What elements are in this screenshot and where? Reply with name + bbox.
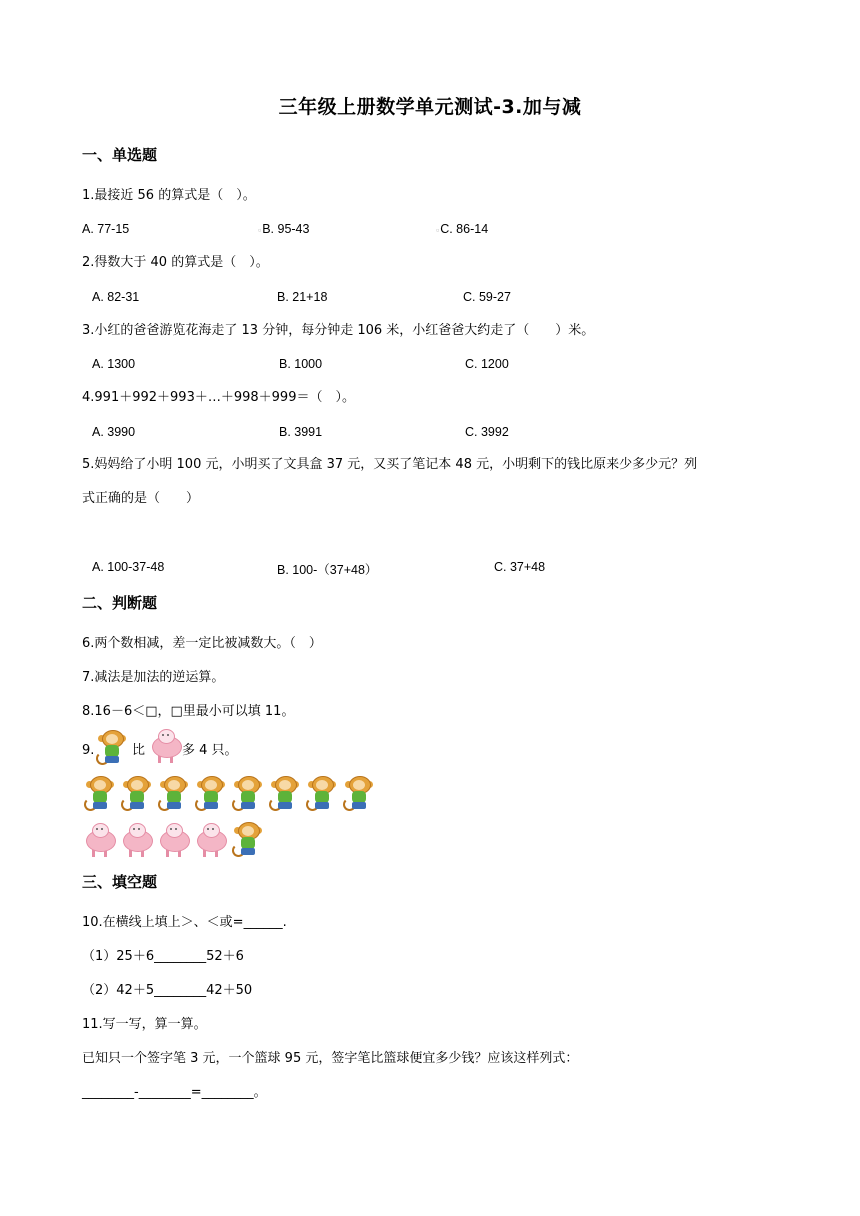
question-6-text: 6.两个数相减，差一定比被减数大。（ ）: [82, 636, 322, 651]
question-9-compare-word: 比: [132, 743, 146, 758]
question-10-part-2[interactable]: （2）42＋5________42＋50: [82, 983, 253, 998]
section-heading-single-choice: 一、单选题: [82, 146, 158, 164]
question-2-option-b[interactable]: B. 21+18: [277, 290, 328, 304]
section-heading-fill-blank: 三、填空题: [82, 873, 158, 891]
question-1-option-a[interactable]: A. 77-15: [82, 222, 130, 236]
sheep-icon: [195, 822, 227, 858]
monkey-icon: [195, 774, 227, 810]
question-5-text-line2: 式正确的是（ ）: [82, 491, 200, 506]
question-10-text: 10.在横线上填上＞、＜或=______.: [82, 915, 287, 930]
question-5-option-c[interactable]: C. 37+48: [494, 560, 546, 574]
page-title: 三年级上册数学单元测试-3.加与减: [278, 96, 582, 118]
question-3-option-c[interactable]: C. 1200: [465, 357, 509, 371]
question-8-text: 8.16－6＜□，□里最小可以填 11。: [82, 704, 295, 719]
monkey-icon: [84, 774, 116, 810]
marker-dot-icon: ▫: [258, 225, 262, 235]
monkey-icon: [96, 728, 128, 764]
question-4-text: 4.991＋992＋993＋…＋998＋999＝（ ）。: [82, 390, 355, 405]
question-10-part-1[interactable]: （1）25＋6________52＋6: [82, 949, 244, 964]
question-1-option-b[interactable]: [258, 222, 309, 236]
monkey-icon: [232, 774, 264, 810]
marker-dot-icon: ▫: [436, 225, 440, 235]
monkey-icon: [232, 820, 264, 856]
monkey-icon: [121, 774, 153, 810]
monkey-icon: [158, 774, 190, 810]
question-4-option-b[interactable]: B. 3991: [279, 425, 323, 439]
sheep-icon: [158, 822, 190, 858]
question-1-option-c[interactable]: [436, 222, 488, 236]
monkey-icon: [269, 774, 301, 810]
question-2-option-a[interactable]: A. 82-31: [92, 290, 140, 304]
question-1-option-b-label: B. 95-43: [262, 222, 310, 236]
question-2-text: 2.得数大于 40 的算式是（ ）。: [82, 255, 269, 270]
sheep-icon: [84, 822, 116, 858]
monkey-icon: [306, 774, 338, 810]
question-9-number: 9.: [82, 743, 95, 758]
question-7-text: 7.减法是加法的逆运算。: [82, 670, 225, 685]
monkey-icon: [343, 774, 375, 810]
question-2-option-c[interactable]: C. 59-27: [463, 290, 511, 304]
question-4-option-a[interactable]: A. 3990: [92, 425, 136, 439]
question-5-text-line1: 5.妈妈给了小明 100 元，小明买了文具盒 37 元，又买了笔记本 48 元，小明剩下的钱比原来少多少元？列: [82, 457, 698, 472]
sheep-icon: [121, 822, 153, 858]
question-11-formula-blanks[interactable]: ________-________=________。: [82, 1085, 267, 1100]
sheep-icon: [150, 728, 182, 764]
question-3-option-a[interactable]: A. 1300: [92, 357, 136, 371]
question-1-text: 1.最接近 56 的算式是（ ）。: [82, 188, 256, 203]
question-5-option-a[interactable]: A. 100-37-48: [92, 560, 165, 574]
question-3-text: 3.小红的爸爸游览花海走了 13 分钟，每分钟走 106 米，小红爸爸大约走了（ ）米。: [82, 323, 595, 338]
question-5-option-b[interactable]: B. 100-（37+48）: [277, 563, 378, 577]
question-1-option-c-label: C. 86-14: [440, 222, 489, 236]
question-9-more-text: 多 4 只。: [182, 743, 238, 758]
question-4-option-c[interactable]: C. 3992: [465, 425, 509, 439]
question-3-option-b[interactable]: B. 1000: [279, 357, 323, 371]
question-11-text: 11.写一写，算一算。: [82, 1017, 207, 1032]
question-11-body: 已知只一个签字笔 3 元，一个篮球 95 元，签字笔比篮球便宜多少钱？应该这样列式：: [82, 1051, 579, 1066]
section-heading-true-false: 二、判断题: [82, 594, 158, 612]
